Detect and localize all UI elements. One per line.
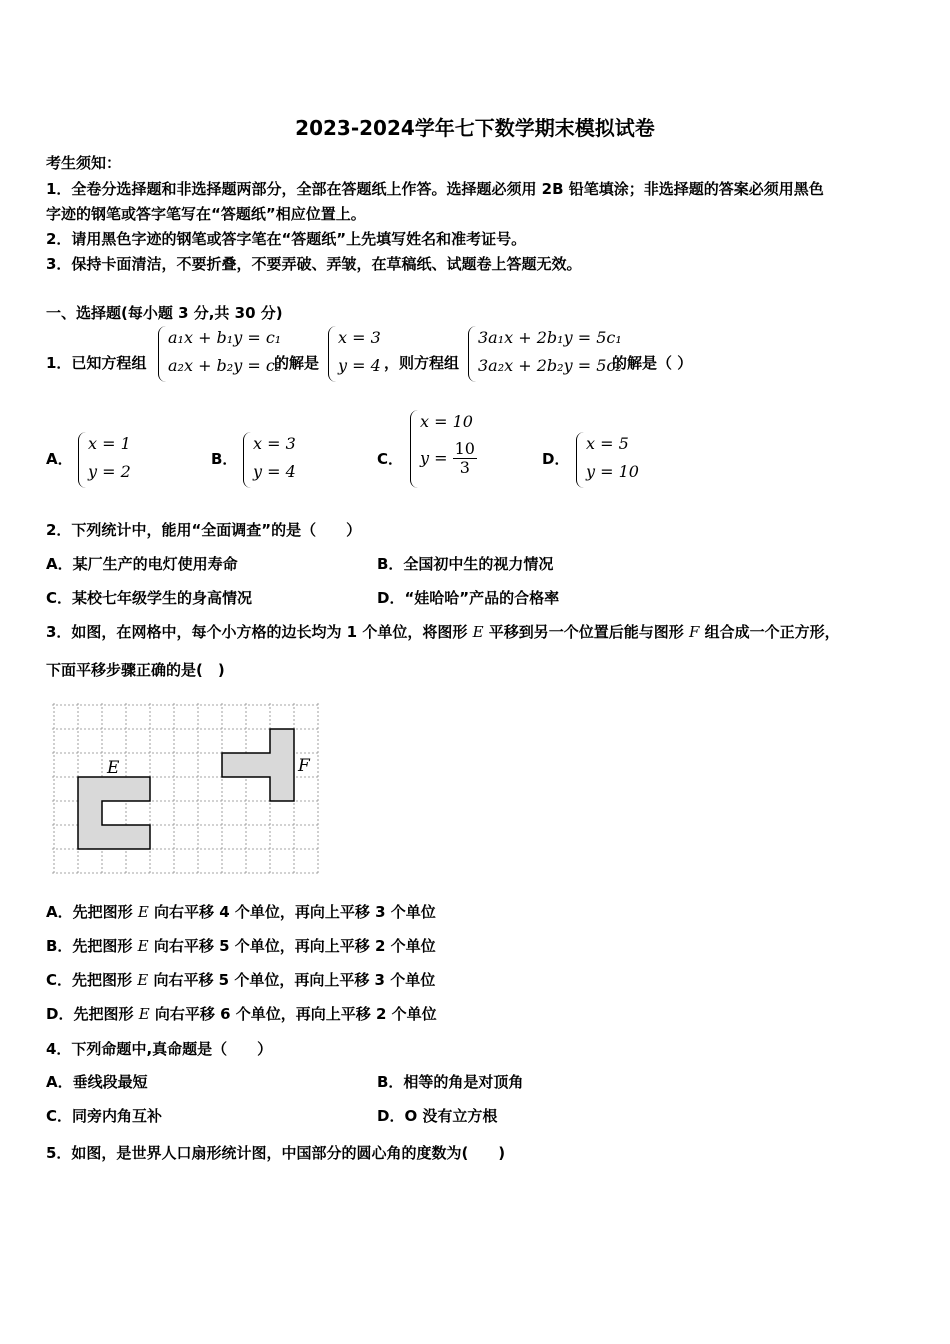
q3-option-d[interactable] bbox=[46, 1003, 437, 1024]
q4-stem: 4．下列命题中,真命题是（ ） bbox=[46, 1040, 273, 1058]
section-heading: 一、选择题(每小题 3 分,共 30 分) bbox=[46, 304, 283, 322]
q3-grid-figure bbox=[52, 701, 320, 875]
q1-option-a-label[interactable]: A． bbox=[46, 450, 73, 468]
q3-option-a-pre: A．先把图形 bbox=[46, 903, 133, 921]
q1-given-solution-row-1: x = 3 bbox=[338, 328, 381, 347]
q1-given-solution-row-2: y = 4 bbox=[338, 356, 381, 375]
q1-option-b-row-1: x = 3 bbox=[253, 434, 296, 453]
q1-suffix: 的解是（ ） bbox=[612, 354, 693, 372]
page-title: 2023-2024学年七下数学期末模拟试卷 bbox=[295, 116, 655, 140]
q1-option-c-row-1: x = 10 bbox=[420, 412, 473, 431]
q1-option-d-row-1: x = 5 bbox=[586, 434, 629, 453]
notice-line-2: 2．请用黑色字迹的钢笔或答字笔在“答题纸”上先填写姓名和准考证号。 bbox=[46, 230, 527, 248]
shape-e bbox=[78, 777, 150, 849]
q1-option-b-label[interactable]: B． bbox=[211, 450, 238, 468]
q3-stem-part-2: 平移到另一个位置后能与图形 bbox=[488, 623, 684, 641]
q3-stem-e: E bbox=[472, 623, 484, 641]
q1-system-1-row-2: a₂x + b₂y = c₂ bbox=[168, 356, 282, 375]
q3-option-b[interactable] bbox=[46, 935, 436, 956]
notice-line-1a: 1．全卷分选择题和非选择题两部分，全部在答题纸上作答。选择题必须用 2B 铅笔填涂；非选择题的答案必须用黑色 bbox=[46, 180, 824, 198]
q1-option-a-row-1: x = 1 bbox=[88, 434, 131, 453]
q1-option-c-numerator: 10 bbox=[454, 439, 475, 458]
q2-option-b[interactable]: B．全国初中生的视力情况 bbox=[377, 555, 554, 573]
q3-option-c-e: E bbox=[137, 971, 149, 989]
q1-option-c-label[interactable]: C． bbox=[377, 450, 404, 468]
q3-option-b-pre: B．先把图形 bbox=[46, 937, 133, 955]
q2-option-a[interactable]: A．某厂生产的电灯使用寿命 bbox=[46, 555, 238, 573]
q3-option-d-post: 向右平移 6 个单位，再向上平移 2 个单位 bbox=[154, 1005, 437, 1023]
shape-f bbox=[222, 729, 294, 801]
q3-option-b-e: E bbox=[137, 937, 149, 955]
q1-option-c[interactable] bbox=[410, 410, 490, 488]
q2-option-d[interactable]: D．“娃哈哈”产品的合格率 bbox=[377, 589, 560, 607]
q1-option-d-label[interactable]: D． bbox=[542, 450, 570, 468]
q1-system-1-row-1: a₁x + b₁y = c₁ bbox=[168, 328, 282, 347]
q5-stem: 5．如图，是世界人口扇形统计图，中国部分的圆心角的度数为( ) bbox=[46, 1144, 506, 1162]
q1-option-b-row-2: y = 4 bbox=[253, 462, 296, 481]
label-e: E bbox=[107, 758, 120, 778]
q1-option-d[interactable] bbox=[576, 432, 656, 488]
q1-option-c-denominator: 3 bbox=[459, 457, 470, 477]
q1-system-2-row-1: 3a₁x + 2b₁y = 5c₁ bbox=[478, 328, 622, 347]
notice-heading: 考生须知： bbox=[46, 154, 122, 172]
q3-option-d-e: E bbox=[138, 1005, 150, 1023]
q1-given-solution bbox=[328, 326, 388, 382]
q1-mid-2: ，则方程组 bbox=[384, 354, 460, 372]
q3-option-c-pre: C．先把图形 bbox=[46, 971, 133, 989]
q3-option-a[interactable] bbox=[46, 901, 436, 922]
q2-option-c[interactable]: C．某校七年级学生的身高情况 bbox=[46, 589, 253, 607]
q4-option-b[interactable]: B．相等的角是对顶角 bbox=[377, 1073, 524, 1091]
q1-prefix: 1．已知方程组 bbox=[46, 354, 147, 372]
q1-option-b[interactable] bbox=[243, 432, 313, 488]
q1-option-d-row-2: y = 10 bbox=[586, 462, 639, 481]
q3-option-a-post: 向右平移 4 个单位，再向上平移 3 个单位 bbox=[154, 903, 436, 921]
q2-stem: 2．下列统计中，能用“全面调查”的是（ ） bbox=[46, 521, 362, 539]
q1-system-1 bbox=[158, 326, 282, 382]
q3-stem-f: F bbox=[689, 623, 700, 641]
label-f: F bbox=[298, 756, 310, 776]
q3-stem-part-1: 3．如图，在网格中，每个小方格的边长均为 1 个单位，将图形 bbox=[46, 623, 468, 641]
notice-line-1b: 字迹的钢笔或答字笔写在“答题纸”相应位置上。 bbox=[46, 205, 366, 223]
q1-mid-1: 的解是 bbox=[274, 354, 320, 372]
q3-option-a-e: E bbox=[137, 903, 149, 921]
q1-option-a-row-2: y = 2 bbox=[88, 462, 131, 481]
q3-option-b-post: 向右平移 5 个单位，再向上平移 2 个单位 bbox=[153, 937, 436, 955]
q1-option-a[interactable] bbox=[78, 432, 148, 488]
q1-system-2 bbox=[468, 326, 622, 382]
q3-option-d-pre: D．先把图形 bbox=[46, 1005, 134, 1023]
q3-stem-part-3: 组合成一个正方形， bbox=[704, 623, 840, 641]
q1-option-c-row-2-prefix: y = bbox=[420, 448, 448, 468]
q4-option-a[interactable]: A．垂线段最短 bbox=[46, 1073, 148, 1091]
q4-option-d[interactable]: D．O 没有立方根 bbox=[377, 1107, 498, 1125]
q3-stem-line-2: 下面平移步骤正确的是( ) bbox=[46, 661, 225, 679]
q1-system-2-row-2: 3a₂x + 2b₂y = 5c₂ bbox=[478, 356, 622, 375]
q3-option-c[interactable] bbox=[46, 969, 435, 990]
q3-stem-line-1 bbox=[46, 621, 840, 642]
notice-line-3: 3．保持卡面清洁，不要折叠，不要弄破、弄皱，在草稿纸、试题卷上答题无效。 bbox=[46, 255, 582, 273]
q4-option-c[interactable]: C．同旁内角互补 bbox=[46, 1107, 163, 1125]
q3-option-c-post: 向右平移 5 个单位，再向上平移 3 个单位 bbox=[153, 971, 436, 989]
